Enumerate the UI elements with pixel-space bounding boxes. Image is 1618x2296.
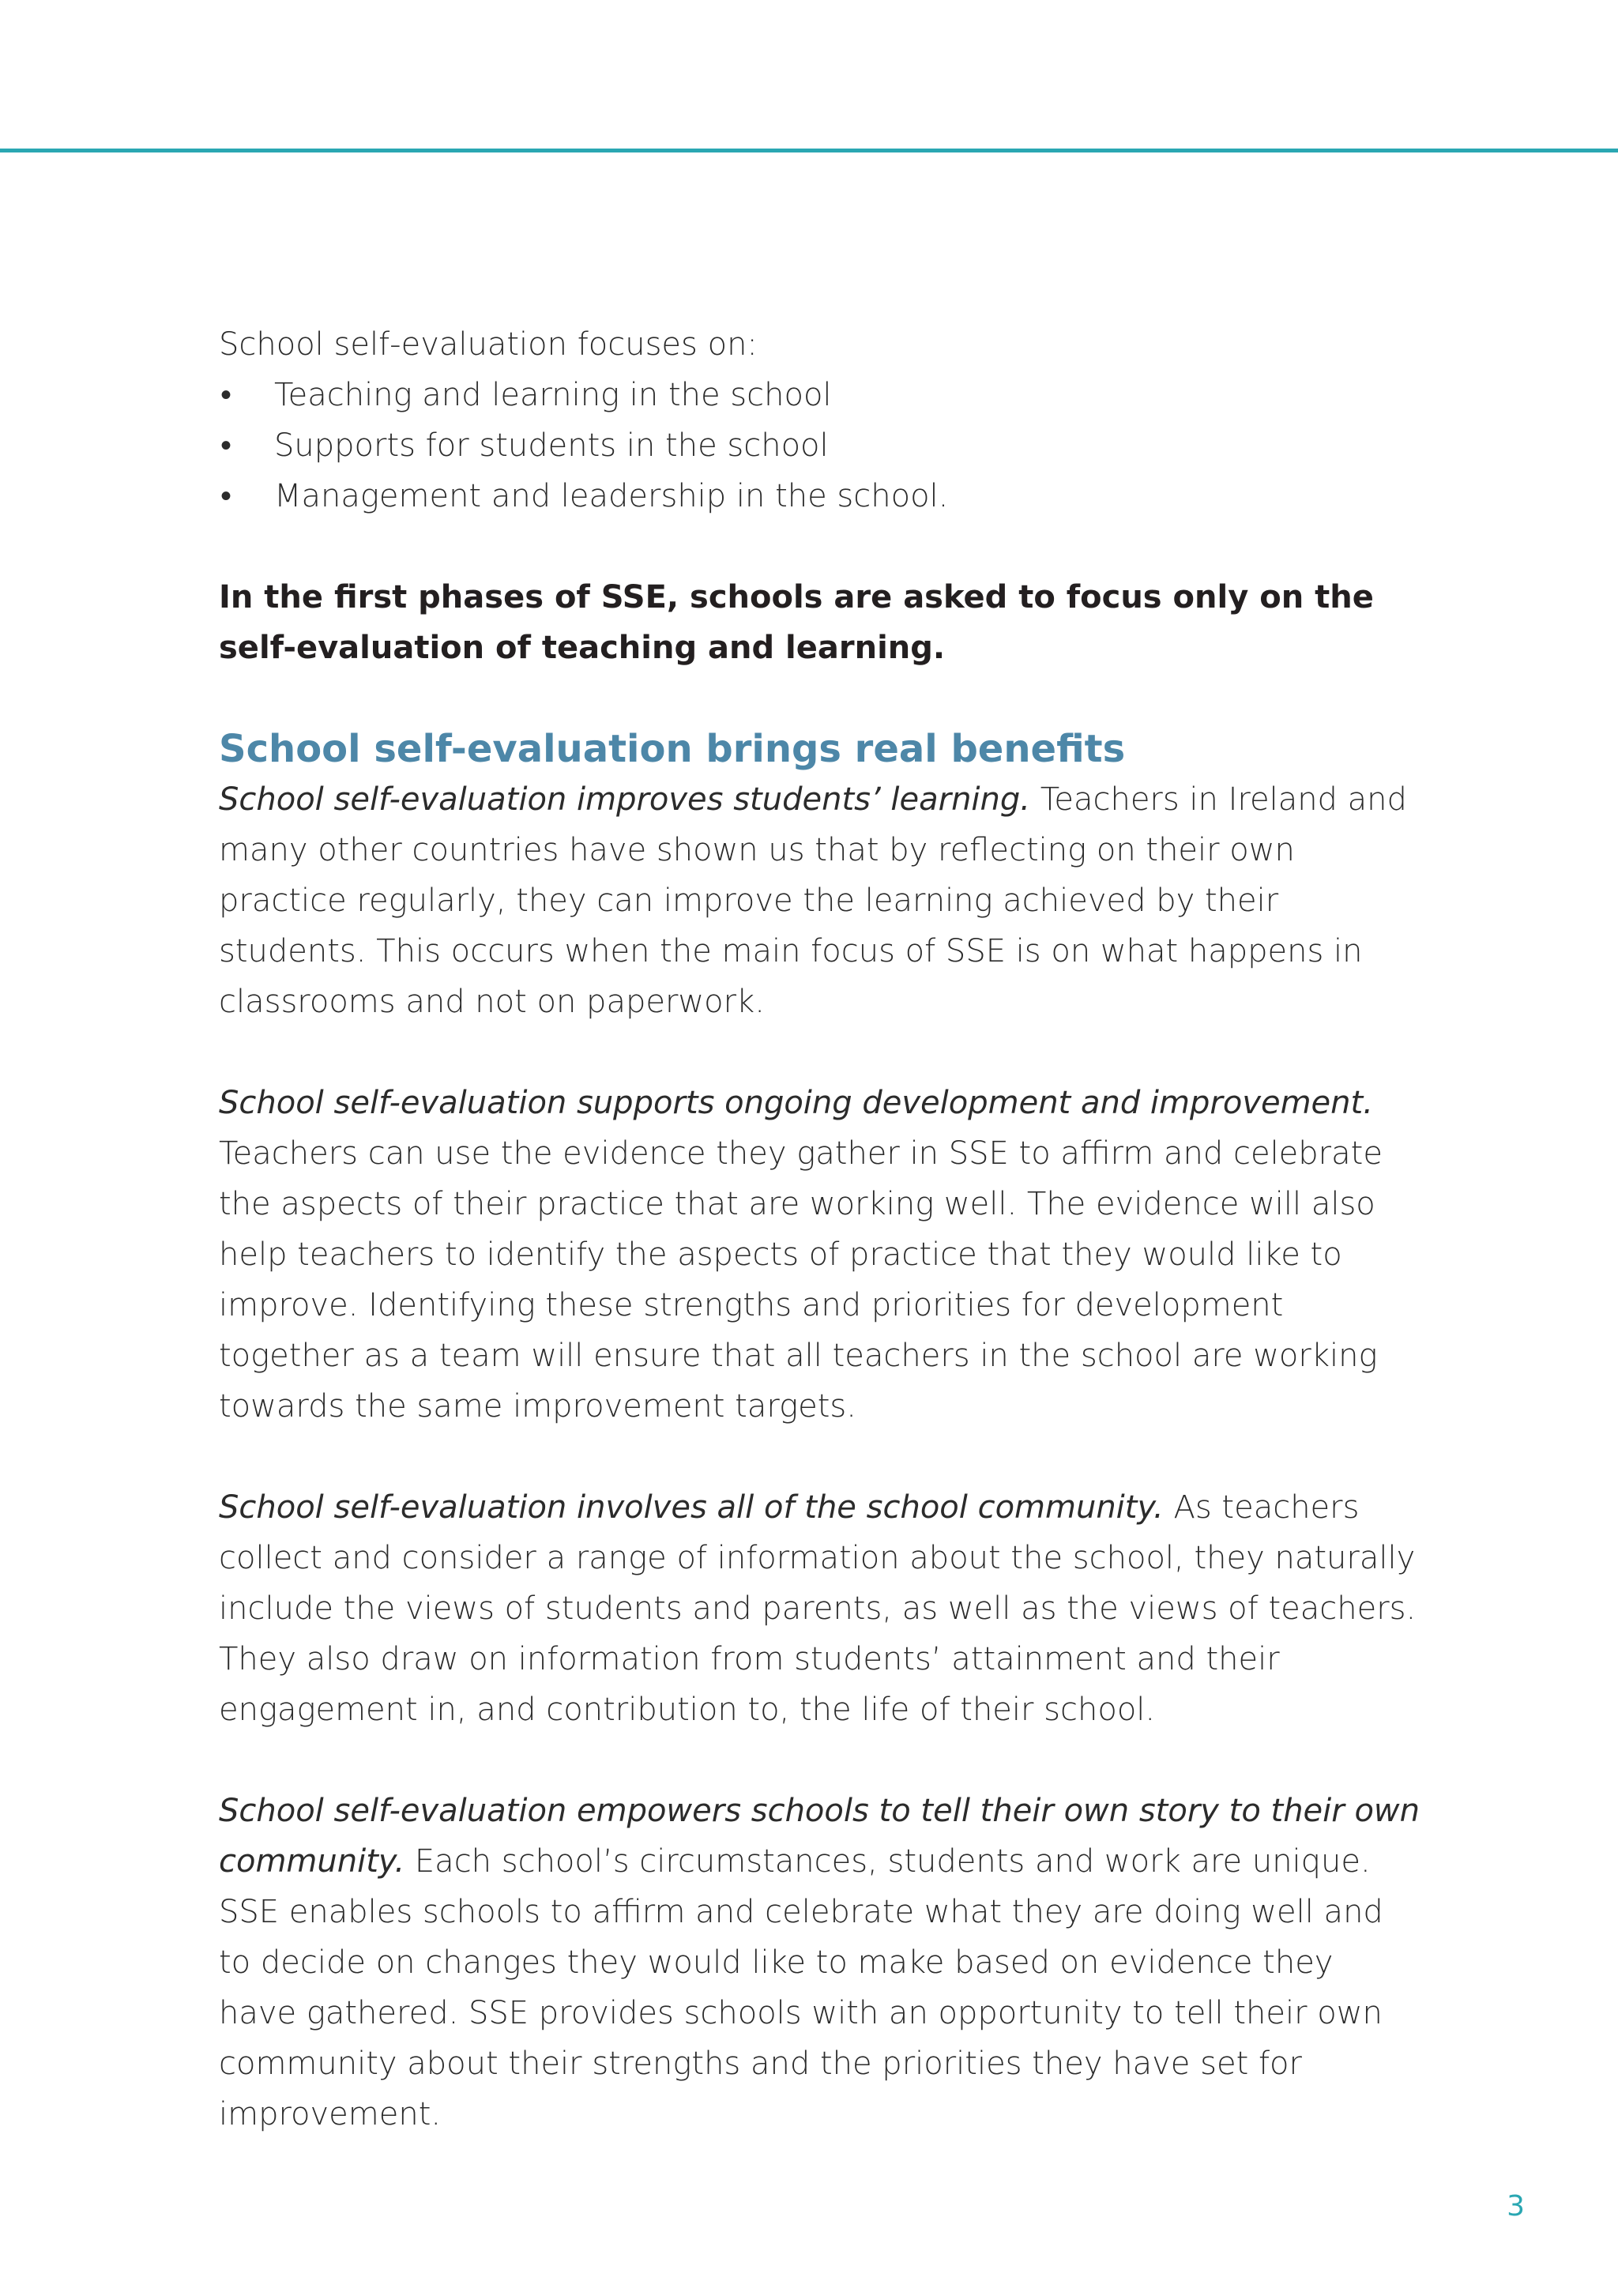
bullet-icon: • — [220, 427, 232, 464]
paragraph-lead: School self-evaluation involves all of the school community. — [219, 1489, 1164, 1526]
bullet-icon: • — [220, 377, 232, 413]
paragraph-body: Teachers in Ireland and many other countries have shown us that by reflecting on their own practice regularly, they can improve the learning achieved by their students. This occurs when the main focus of SSE is on what happens in classrooms and not on paperwork. — [219, 781, 1407, 1020]
list-item — [219, 471, 1420, 521]
intro-text: School self-evaluation focuses on: — [219, 326, 758, 363]
list-item — [219, 420, 1420, 471]
paragraph — [219, 1078, 1420, 1432]
page-number: 3 — [1507, 2190, 1525, 2223]
list-item-text: Management and leadership in the school. — [274, 478, 949, 514]
focus-list — [219, 370, 1420, 521]
paragraph-lead: School self-evaluation supports ongoing development and improvement. — [219, 1085, 1373, 1121]
list-item — [219, 370, 1420, 420]
paragraph-lead: School self-evaluation improves students’ learning. — [219, 781, 1030, 818]
list-item-text: Teaching and learning in the school — [274, 377, 832, 413]
page-content — [219, 319, 1420, 2140]
paragraph-body: As teachers collect and consider a range of information about the school, they naturally include the views of students and parents, as well as the views of teachers. They also draw on information from students’ attainment and their engagement in, and contribution to, the life of their school. — [219, 1489, 1417, 1728]
header-rule — [0, 149, 1618, 152]
paragraph-body: Each school’s circumstances, students and work are unique. SSE enables schools to affirm and celebrate what they are doing well and to decide on changes they would like to make based on evidence they have gathered. SSE provides schools with an opportunity to tell their own community about their strengths and the priorities they have set for improvement. — [219, 1843, 1383, 2132]
paragraph-body: Teachers can use the evidence they gather in SSE to affirm and celebrate the aspects of their practice that are working well. The evidence will also help teachers to identify the aspects of practice that they would like to improve. Identifying these strengths and priorities for development together as a team will ensure that all teachers in the school are working towards the same improvement targets. — [219, 1135, 1383, 1425]
paragraph — [219, 1482, 1420, 1735]
list-item-text: Supports for students in the school — [274, 427, 829, 464]
bullet-icon: • — [220, 478, 232, 514]
section-heading: School self-evaluation brings real benefits — [219, 727, 1126, 771]
paragraph — [219, 774, 1420, 1027]
paragraph — [219, 1786, 1420, 2140]
paragraph-lead: School self-evaluation empowers schools to tell their own story to their own community. — [219, 1793, 1420, 1880]
bold-note: In the first phases of SSE, schools are asked to focus only on the self-evaluation of teaching and learning. — [219, 579, 1374, 666]
